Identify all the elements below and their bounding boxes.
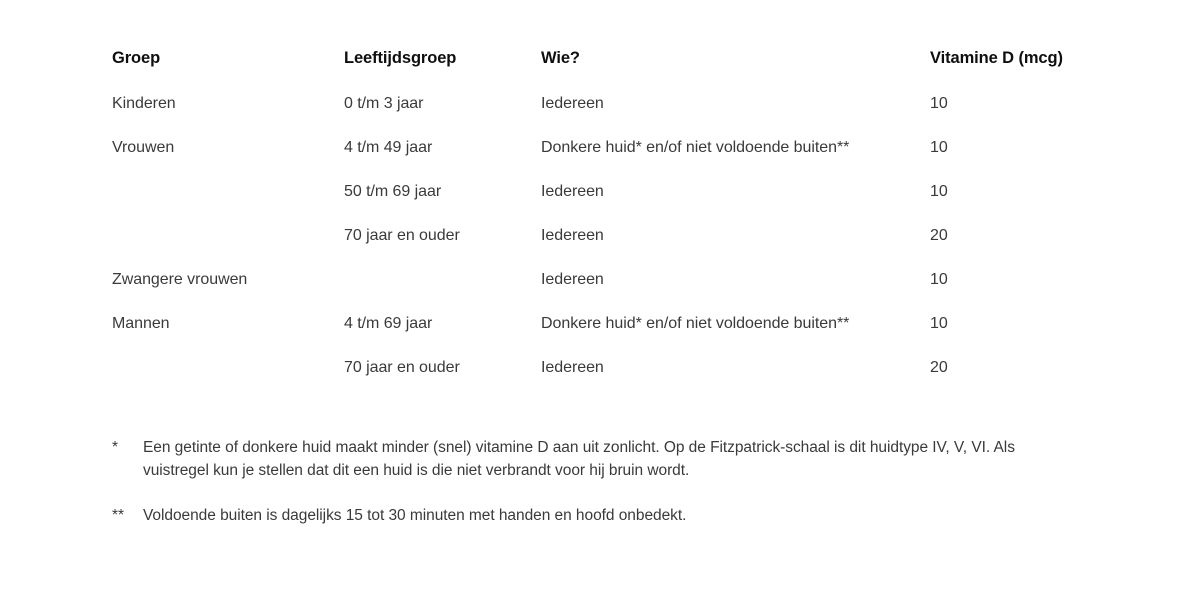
footnote-text: Voldoende buiten is dagelijks 15 tot 30 minuten met handen en hoofd onbedekt. — [143, 507, 687, 524]
footnotes-section — [112, 436, 1072, 527]
cell-vitamine-d: 10 — [930, 183, 948, 200]
cell-vitamine-d: 20 — [930, 227, 948, 244]
cell-wie: Donkere huid* en/of niet voldoende buiten** — [541, 139, 850, 156]
table-row — [112, 182, 1112, 226]
cell-wie: Donkere huid* en/of niet voldoende buiten** — [541, 315, 850, 332]
footnote-double-asterisk — [112, 504, 1072, 527]
cell-leeftijdsgroep: 4 t/m 49 jaar — [344, 139, 433, 156]
footnote-marker: * — [112, 439, 118, 456]
cell-wie: Iedereen — [541, 227, 604, 244]
cell-leeftijdsgroep: 0 t/m 3 jaar — [344, 95, 424, 112]
cell-wie: Iedereen — [541, 95, 604, 112]
cell-groep: Kinderen — [112, 95, 176, 112]
cell-vitamine-d: 10 — [930, 139, 948, 156]
column-header-leeftijdsgroep: Leeftijdsgroep — [344, 49, 457, 67]
table-header-row — [112, 48, 1112, 92]
column-header-groep: Groep — [112, 49, 161, 67]
footnote-marker: ** — [112, 507, 124, 524]
cell-wie: Iedereen — [541, 271, 604, 288]
column-header-wie: Wie? — [541, 49, 580, 67]
cell-groep — [112, 182, 344, 226]
cell-groep — [112, 226, 344, 270]
cell-wie: Iedereen — [541, 359, 604, 376]
cell-vitamine-d: 10 — [930, 271, 948, 288]
table-header — [112, 48, 1112, 92]
table-row — [112, 314, 1112, 358]
cell-vitamine-d: 20 — [930, 359, 948, 376]
cell-leeftijdsgroep — [344, 270, 541, 314]
cell-vitamine-d: 10 — [930, 315, 948, 332]
table-row — [112, 270, 1112, 314]
cell-leeftijdsgroep: 70 jaar en ouder — [344, 227, 460, 244]
cell-groep: Vrouwen — [112, 139, 175, 156]
cell-groep — [112, 358, 344, 402]
table-row — [112, 358, 1112, 402]
cell-groep: Zwangere vrouwen — [112, 271, 248, 288]
table-row — [112, 226, 1112, 270]
table-row — [112, 138, 1112, 182]
vitamin-d-recommendation-table — [112, 48, 1112, 402]
table-body — [112, 92, 1112, 402]
cell-leeftijdsgroep: 50 t/m 69 jaar — [344, 183, 442, 200]
cell-leeftijdsgroep: 4 t/m 69 jaar — [344, 315, 433, 332]
cell-groep: Mannen — [112, 315, 170, 332]
cell-leeftijdsgroep: 70 jaar en ouder — [344, 359, 460, 376]
column-header-vitamine-d: Vitamine D (mcg) — [930, 49, 1063, 67]
table-row — [112, 92, 1112, 138]
footnote-single-asterisk — [112, 436, 1072, 482]
footnote-text: Een getinte of donkere huid maakt minder (snel) vitamine D aan uit zonlicht. Op de Fitzpatrick-schaal is dit huidtype IV, V, VI. Als vuistregel kun je stellen dat dit een huid is die niet verbrandt voor hij bruin wordt. — [143, 439, 1015, 479]
cell-wie: Iedereen — [541, 183, 604, 200]
cell-vitamine-d: 10 — [930, 95, 948, 112]
